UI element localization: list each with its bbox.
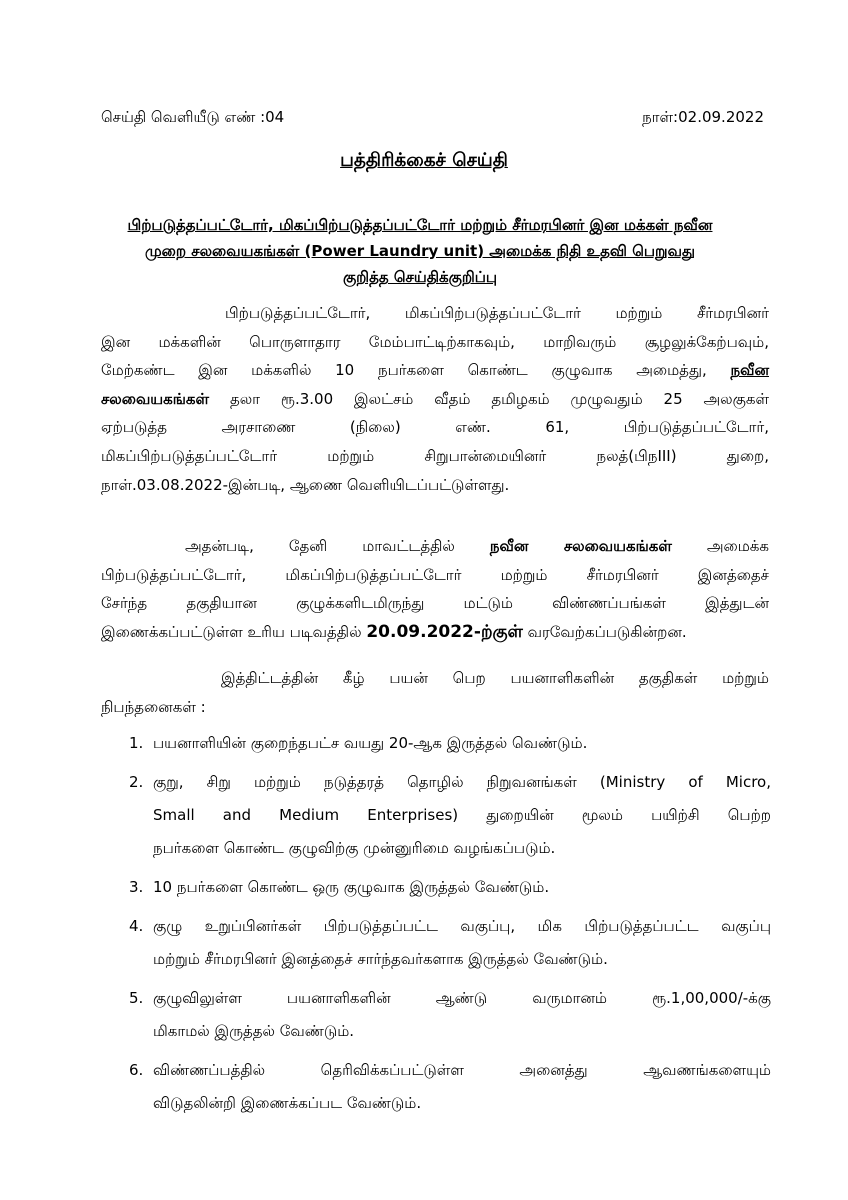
para1-line-5: ஏற்படுத்த அரசாணை (நிலை) எண். 61, பிற்படுத்தப்பட்டோர், bbox=[101, 418, 769, 437]
condition-line: குறு, சிறு மற்றும் நடுத்தரத் தொழில் நிறுவனங்கள் (Ministry of Micro, bbox=[153, 773, 771, 791]
condition-number: 2. bbox=[129, 773, 144, 791]
para2-line-2: பிற்படுத்தப்பட்டோர், மிகப்பிற்படுத்தப்பட்டோர் மற்றும் சீர்மரபினர் இனத்தைச் bbox=[101, 565, 769, 584]
paragraph-1 bbox=[101, 299, 769, 499]
para1-line-2: இன மக்களின் பொருளாதார மேம்பாட்டிற்காகவும், மாறிவரும் சூழலுக்கேற்பவும், bbox=[101, 332, 769, 351]
para3-line-2: நிபந்தனைகள் : bbox=[101, 697, 206, 716]
condition-number: 5. bbox=[129, 989, 144, 1007]
condition-item bbox=[101, 982, 771, 1048]
condition-line: குழு உறுப்பினர்கள் பிற்படுத்தப்பட்ட வகுப்பு, மிக பிற்படுத்தப்பட்ட வகுப்பு bbox=[153, 917, 771, 935]
conditions-list bbox=[101, 727, 771, 1126]
condition-item bbox=[101, 727, 771, 760]
subject-line-2: முறை சலவையகங்கள் (Power Laundry unit) அமைக்க நிதி உதவி பெறுவது bbox=[145, 242, 695, 260]
para1-line-6: மிகப்பிற்படுத்தப்பட்டோர் மற்றும் சிறுபான்மையினர் நலத்(பிநIII) துறை, bbox=[101, 446, 769, 465]
para2-line-1: அதன்படி, தேனி மாவட்டத்தில் நவீன சலவையகங்கள் அமைக்க bbox=[185, 537, 769, 555]
condition-line: Small and Medium Enterprises) துறையின் மூலம் பயிற்சி பெற்ற bbox=[153, 806, 771, 824]
condition-item bbox=[101, 910, 771, 976]
para1-line-7: நாள்.03.08.2022-இன்படி, ஆணை வெளியிடப்பட்டுள்ளது. bbox=[101, 475, 510, 494]
paragraph-3 bbox=[101, 664, 769, 721]
para3-line-1: இத்திட்டத்தின் கீழ் பயன் பெற பயனாளிகளின் தகுதிகள் மற்றும் bbox=[221, 669, 769, 687]
condition-line: மற்றும் சீர்மரபினர் இனத்தைச் சார்ந்தவர்களாக இருத்தல் வேண்டும். bbox=[153, 950, 608, 968]
page-title: பத்திரிக்கைச் செய்தி bbox=[340, 150, 508, 171]
para2-line-4: இணைக்கப்பட்டுள்ள உரிய படிவத்தில் 20.09.2022-ற்குள் வரவேற்கப்படுகின்றன. bbox=[101, 621, 687, 642]
condition-number: 6. bbox=[129, 1061, 144, 1079]
para1-line-1: பிற்படுத்தப்பட்டோர், மிகப்பிற்படுத்தப்பட்டோர் மற்றும் சீர்மரபினர் bbox=[225, 304, 769, 322]
subject-line-1: பிற்படுத்தப்பட்டோர், மிகப்பிற்படுத்தப்பட்டோர் மற்றும் சீர்மரபினர் இன மக்கள் நவீன bbox=[127, 216, 713, 234]
condition-line: குழுவிலுள்ள பயனாளிகளின் ஆண்டு வருமானம் ரூ.1,00,000/-க்கு bbox=[153, 989, 771, 1007]
para1-line-3: மேற்கண்ட இன மக்களில் 10 நபர்களை கொண்ட குழுவாக அமைத்து, நவீன bbox=[101, 361, 769, 380]
condition-number: 3. bbox=[129, 878, 144, 896]
release-number: செய்தி வெளியீடு எண் :04 bbox=[101, 108, 285, 126]
release-date: நாள்:02.09.2022 bbox=[642, 108, 764, 126]
condition-line: மிகாமல் இருத்தல் வேண்டும். bbox=[153, 1022, 355, 1040]
condition-item bbox=[101, 871, 771, 904]
condition-number: 1. bbox=[129, 734, 144, 752]
condition-item bbox=[101, 1054, 771, 1120]
para1-line-4: சலவையகங்கள் தலா ரூ.3.00 இலட்சம் வீதம் தமிழகம் முழுவதும் 25 அலகுகள் bbox=[101, 389, 769, 408]
subject-line-3: குறித்த செய்திக்குறிப்பு bbox=[342, 268, 498, 286]
condition-line: 10 நபர்களை கொண்ட ஒரு குழுவாக இருத்தல் வேண்டும். bbox=[153, 878, 550, 896]
page-title-wrap bbox=[0, 150, 848, 173]
condition-number: 4. bbox=[129, 917, 144, 935]
condition-line: விடுதலின்றி இணைக்கப்பட வேண்டும். bbox=[153, 1094, 422, 1112]
subject-heading bbox=[100, 212, 740, 290]
paragraph-2 bbox=[101, 532, 769, 646]
condition-line: நபர்களை கொண்ட குழுவிற்கு முன்னுரிமை வழங்கப்படும். bbox=[153, 839, 556, 857]
para2-line-3: சேர்ந்த தகுதியான குழுக்களிடமிருந்து மட்டும் விண்ணப்பங்கள் இத்துடன் bbox=[101, 594, 769, 613]
condition-line: பயனாளியின் குறைந்தபட்ச வயது 20-ஆக இருத்தல் வெண்டும். bbox=[153, 734, 588, 752]
condition-item bbox=[101, 766, 771, 865]
condition-line: விண்ணப்பத்தில் தெரிவிக்கப்பட்டுள்ள அனைத்து ஆவணங்களையும் bbox=[153, 1061, 771, 1079]
